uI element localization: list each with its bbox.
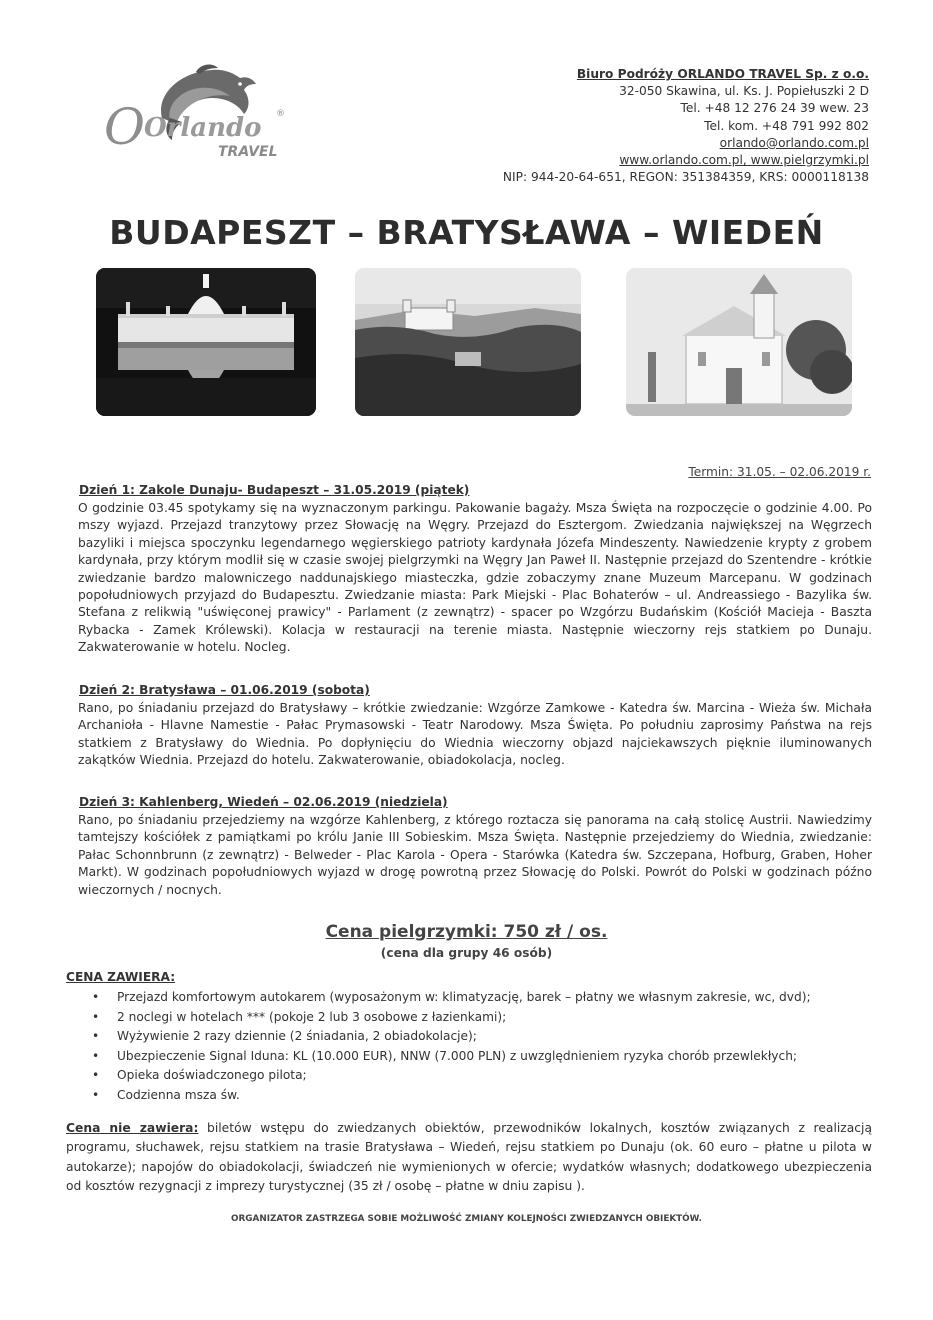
bullet-icon: • [92, 1068, 100, 1083]
price-note: (cena dla grupy 46 osób) [380, 946, 553, 960]
company-address: 32-050 Skawina, ul. Ks. J. Popiełuszki 2 D [619, 84, 869, 99]
day-3-description: Rano, po śniadaniu przejedziemy na wzgórze Kahlenberg, z którego roztacza się panorama na całą stolicę Austrii. Nawiedzimy tamtejszy kościółek z pamiątkami po królu Janie III Sobieskim. Msza Święta. Następnie przejedziemy do Wiednia, zwiedzanie: Pałac Schonnbrunn (z zewnątrz) - Belweder - Plac Karola - Opera - Starówka (Katedra św. Szczepana, Hofburg, Graben, Hoher Markt). W godzinach popołudniowych wyjazd w drogę powrotną przez Słowację do Polski. Powrót do Polski w godzinach późno wieczornych / nocnych. [78, 813, 872, 897]
excludes-section [66, 1119, 872, 1197]
day-1-heading: Dzień 1: Zakole Dunaju- Budapeszt – 31.05.2019 (piątek) [79, 483, 470, 497]
trip-dates: Termin: 31.05. – 02.06.2019 r. [688, 465, 871, 479]
bratislava-castle-photo [355, 268, 581, 416]
list-item: • Przejazd komfortowym autokarem (wyposażonym w: klimatyzację, barek – płatny we własnym zakresie, wc, dvd); [92, 988, 811, 1008]
bullet-icon: • [92, 990, 100, 1004]
excludes-label: Cena nie zawiera: [66, 1121, 199, 1135]
list-item: • Opieka doświadczonego pilota; [92, 1066, 811, 1086]
day-1-description: O godzinie 03.45 spotykamy się na wyznaczonym parkingu. Pakowanie bagaży. Msza Święta na rozpoczęcie o godzinie 4.00. Po mszy wyjazd. Przejazd tranzytowy przez Słowację na Węgry. Przejazd do Esztergom. Zwiedzania największej na Węgrzech bazyliki i miejsca spoczynku legendarnego węgierskiego patrioty kardynała Józefa Mindeszenty. Nawiedzenie krypty z grobem kardynała, przy którym modlił się w czasie swojej pielgrzymki na Węgry Jan Paweł II. Następnie przejazd do Szentendre - krótkie zwiedzanie bardzo malowniczego naddunajskiego miasteczka, gdzie zobaczymy znane Muzeum Marcepanu. W godzinach popołudniowych przyjazd do Budapesztu. Zwiedzanie miasta: Park Miejski - Plac Bohaterów – ul. Andreassiego - Bazylika św. Stefana z relikwią "uświęconej prawicy" - Parlament (z zewnątrz) - spacer po Wzgórzu Budańskim (Kościół Macieja - Baszta Rybacka - Zamek Królewski). Kolacja w restauracji na terenie miasta. Następnie wieczorny rejs statkiem po Dunaju. Zakwaterowanie w hotelu. Nocleg. [78, 501, 872, 655]
svg-text:Orlando: Orlando [144, 113, 262, 143]
list-item: • Ubezpieczenie Signal Iduna: KL (10.000 EUR), NNW (7.000 PLN) z uwzględnieniem ryzyka chorób przewlekłych; [92, 1047, 811, 1067]
kahlenberg-church-photo [626, 268, 852, 416]
company-registry: NIP: 944-20-64-651, REGON: 351384359, KRS: 0000118138 [502, 170, 869, 185]
company-websites-link[interactable]: www.orlando.com.pl, www.pielgrzymki.pl [619, 153, 869, 168]
svg-text:TRAVEL: TRAVEL [218, 144, 278, 160]
company-email-link[interactable]: orlando@orlando.com.pl [719, 135, 869, 150]
list-item: • Codzienna msza św. [92, 1086, 811, 1106]
company-name: Biuro Podróży ORLANDO TRAVEL Sp. z o.o. [576, 67, 869, 81]
company-mobile: Tel. kom. +48 791 992 802 [704, 118, 869, 133]
page-title: BUDAPESZT – BRATYSŁAWA – WIEDEŃ [109, 213, 824, 252]
day-3-heading: Dzień 3: Kahlenberg, Wiedeń – 02.06.2019 (niedziela) [79, 795, 448, 809]
budapest-parliament-photo [96, 268, 316, 416]
excludes-text: biletów wstępu do zwiedzanych obiektów, przewodników lokalnych, kosztów związanych z realizacją programu, słuchawek, rejsu statkiem na trasie Bratysława – Wiedeń, rejsu statkiem po Dunaju (ok. 60 euro – płatne u pilota w autokarze); napojów do obiadokolacji, świadczeń nie wymienionych w ofercie; wydatków własnych; dodatkowego ubezpieczenia od kosztów rezygnacji z imprezy turystycznej (35 zł / osobę – płatne w dniu zapisu ). [66, 1121, 872, 1194]
list-item: • Wyżywienie 2 razy dziennie (2 śniadania, 2 obiadokolacje); [92, 1027, 811, 1047]
bullet-icon: • [92, 1087, 100, 1102]
bullet-icon: • [92, 1009, 100, 1024]
company-info [503, 66, 869, 186]
dolphin-logo-icon [100, 64, 300, 174]
orlando-logo [100, 64, 300, 174]
svg-text:®: ® [276, 109, 285, 119]
list-item: • 2 noclegi w hotelach *** (pokoje 2 lub 3 osobowe z łazienkami); [92, 1008, 811, 1028]
svg-text:O: O [104, 98, 145, 156]
day-2-heading: Dzień 2: Bratysława – 01.06.2019 (sobota) [79, 683, 370, 697]
day-2-description: Rano, po śniadaniu przejazd do Bratysławy – krótkie zwiedzanie: Wzgórze Zamkowe - Katedra św. Marcina - Wieża św. Michała Archanioła - Hlavne Namestie - Pałac Prymasowski - Teatr Narodowy. Msza Święta. Po południu zaprosimy Państwa na rejs statkiem z Bratysławy do Wiednia. Po dopłynięciu do Wiednia wieczorny objazd najciekawszych pięknie iluminowanych zakątków Wiednia. Przejazd do hotelu. Zakwaterowanie, obiadokolacja, nocleg. [78, 701, 872, 768]
price-label: Cena pielgrzymki: 750 zł / os. [325, 922, 608, 942]
bullet-icon: • [92, 1048, 100, 1063]
includes-list [92, 988, 811, 1106]
bullet-icon: • [92, 1029, 100, 1044]
includes-heading: CENA ZAWIERA: [66, 970, 176, 984]
company-phone: Tel. +48 12 276 24 39 wew. 23 [680, 101, 869, 116]
footer-note: ORGANIZATOR ZASTRZEGA SOBIE MOŻLIWOŚĆ ZMIANY KOLEJNOŚCI ZWIEDZANYCH OBIEKTÓW. [231, 1214, 702, 1224]
